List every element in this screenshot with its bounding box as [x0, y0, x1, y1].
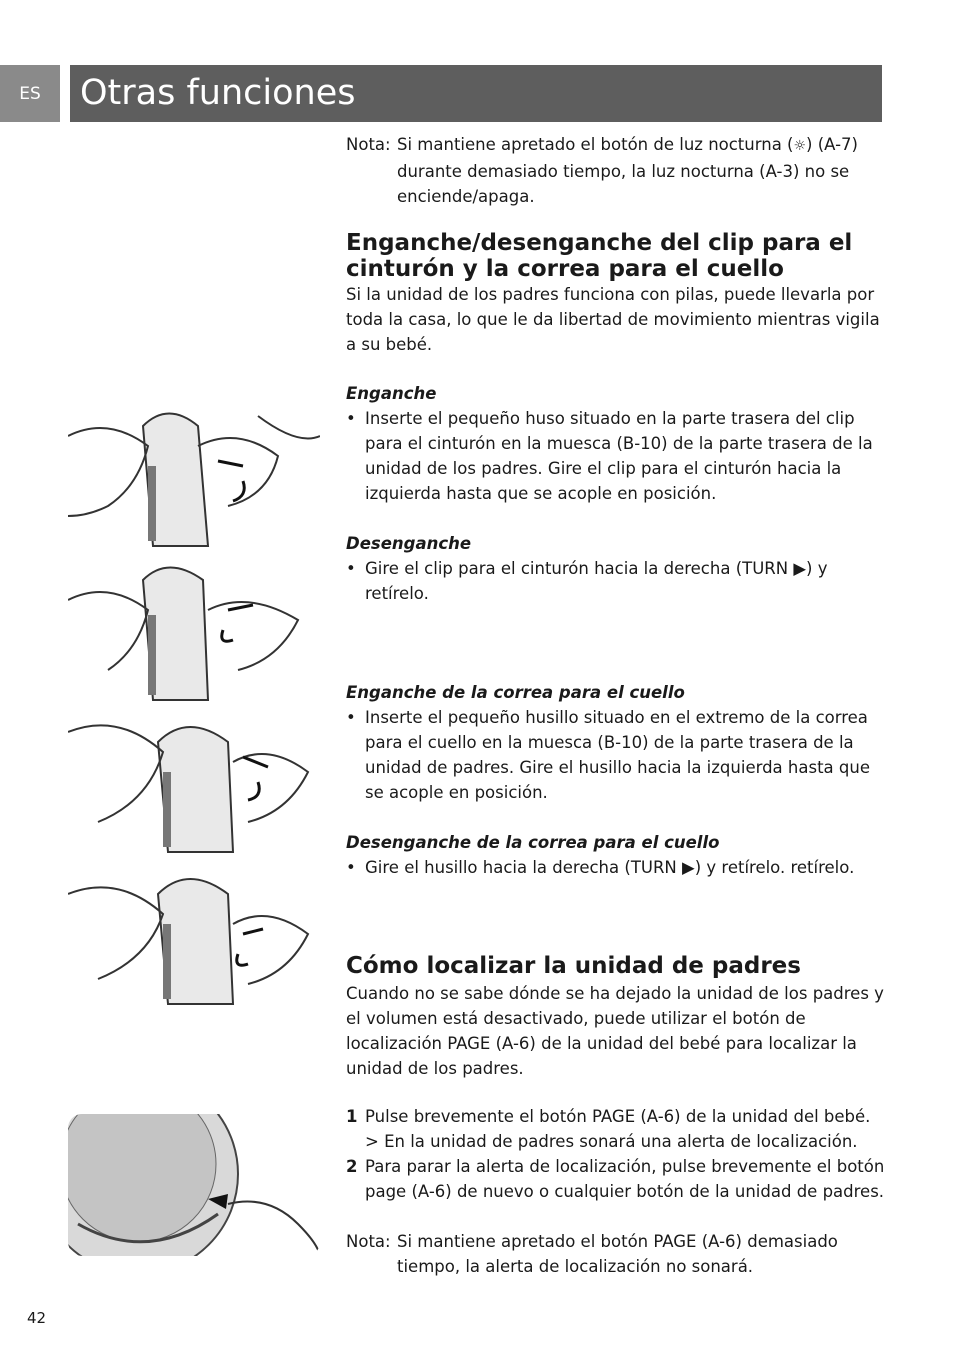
subsection-enganche-correa [346, 680, 886, 805]
note-label: Nota: [346, 135, 391, 154]
section-locate-parent-unit [346, 953, 886, 1081]
subsection-desenganche-correa [346, 830, 886, 880]
illustration-page-button [68, 1114, 320, 1256]
subsection-title: Desenganche [346, 534, 472, 553]
subsection-enganche [346, 381, 886, 506]
subsection-desenganche [346, 531, 886, 606]
section-heading: Cómo localizar la unidad de padres [346, 953, 801, 979]
night-light-icon: ☼ [793, 138, 807, 154]
section-heading: Enganche/desenganche del clip para el cinturón y la correa para el cuello [346, 230, 853, 282]
section-belt-clip [346, 230, 886, 357]
step-item: 1 Pulse brevemente el botón PAGE (A-6) de la unidad del bebé. > En la unidad de padres sonará una alerta de localización. [346, 1107, 871, 1151]
section-intro: Cuando no se sabe dónde se ha dejado la unidad de los padres y el volumen está desactivado, puede utilizar el botón de localización PAGE (A-6) de la unidad del bebé para localizar la unidad de los padres. [346, 984, 884, 1078]
illustration-clip-attach [68, 406, 320, 548]
language-tab: ES [0, 65, 60, 122]
list-item: • Gire el husillo hacia la derecha (TURN ▶) y retírelo. retírelo. [346, 858, 855, 877]
note-night-light [346, 132, 886, 209]
page-title: Otras funciones [70, 65, 882, 122]
illustration-strap-attach [68, 712, 320, 854]
subsection-title: Enganche [346, 384, 437, 403]
subsection-title: Desenganche de la correa para el cuello [346, 833, 720, 852]
illustration-strap-detach [68, 864, 320, 1006]
note-page-button [346, 1229, 886, 1279]
page-number: 42 [27, 1309, 47, 1327]
list-item: • Gire el clip para el cinturón hacia la derecha (TURN ▶) y retírelo. [346, 559, 828, 603]
subsection-title: Enganche de la correa para el cuello [346, 683, 685, 702]
note-text: Si mantiene apretado el botón de luz nocturna (☼) (A-7) durante demasiado tiempo, la luz nocturna (A-3) no se enciende/apaga. [397, 135, 858, 206]
step-item: 2 Para parar la alerta de localización, pulse brevemente el botón page (A-6) de nuevo o cualquier botón de la unidad de padres. [346, 1157, 885, 1201]
steps-list [346, 1104, 886, 1204]
list-item: • Inserte el pequeño huso situado en la parte trasera del clip para el cinturón en la muesca (B-10) de la parte trasera de la unidad de los padres. Gire el clip para el cinturón hacia la izquierda hasta que se acople en posición. [346, 409, 873, 503]
section-intro: Si la unidad de los padres funciona con pilas, puede llevarla por toda la casa, lo que le da libertad de movimiento mientras vigila a su bebé. [346, 285, 880, 354]
illustration-clip-detach [68, 560, 320, 702]
list-item: • Inserte el pequeño husillo situado en el extremo de la correa para el cuello en la muesca (B-10) de la parte trasera de la unidad de padres. Gire el husillo hacia la izquierda hasta que se acople en posición. [346, 708, 870, 802]
note-text: Si mantiene apretado el botón PAGE (A-6) demasiado tiempo, la alerta de localización no sonará. [397, 1232, 838, 1276]
note-label: Nota: [346, 1232, 391, 1251]
